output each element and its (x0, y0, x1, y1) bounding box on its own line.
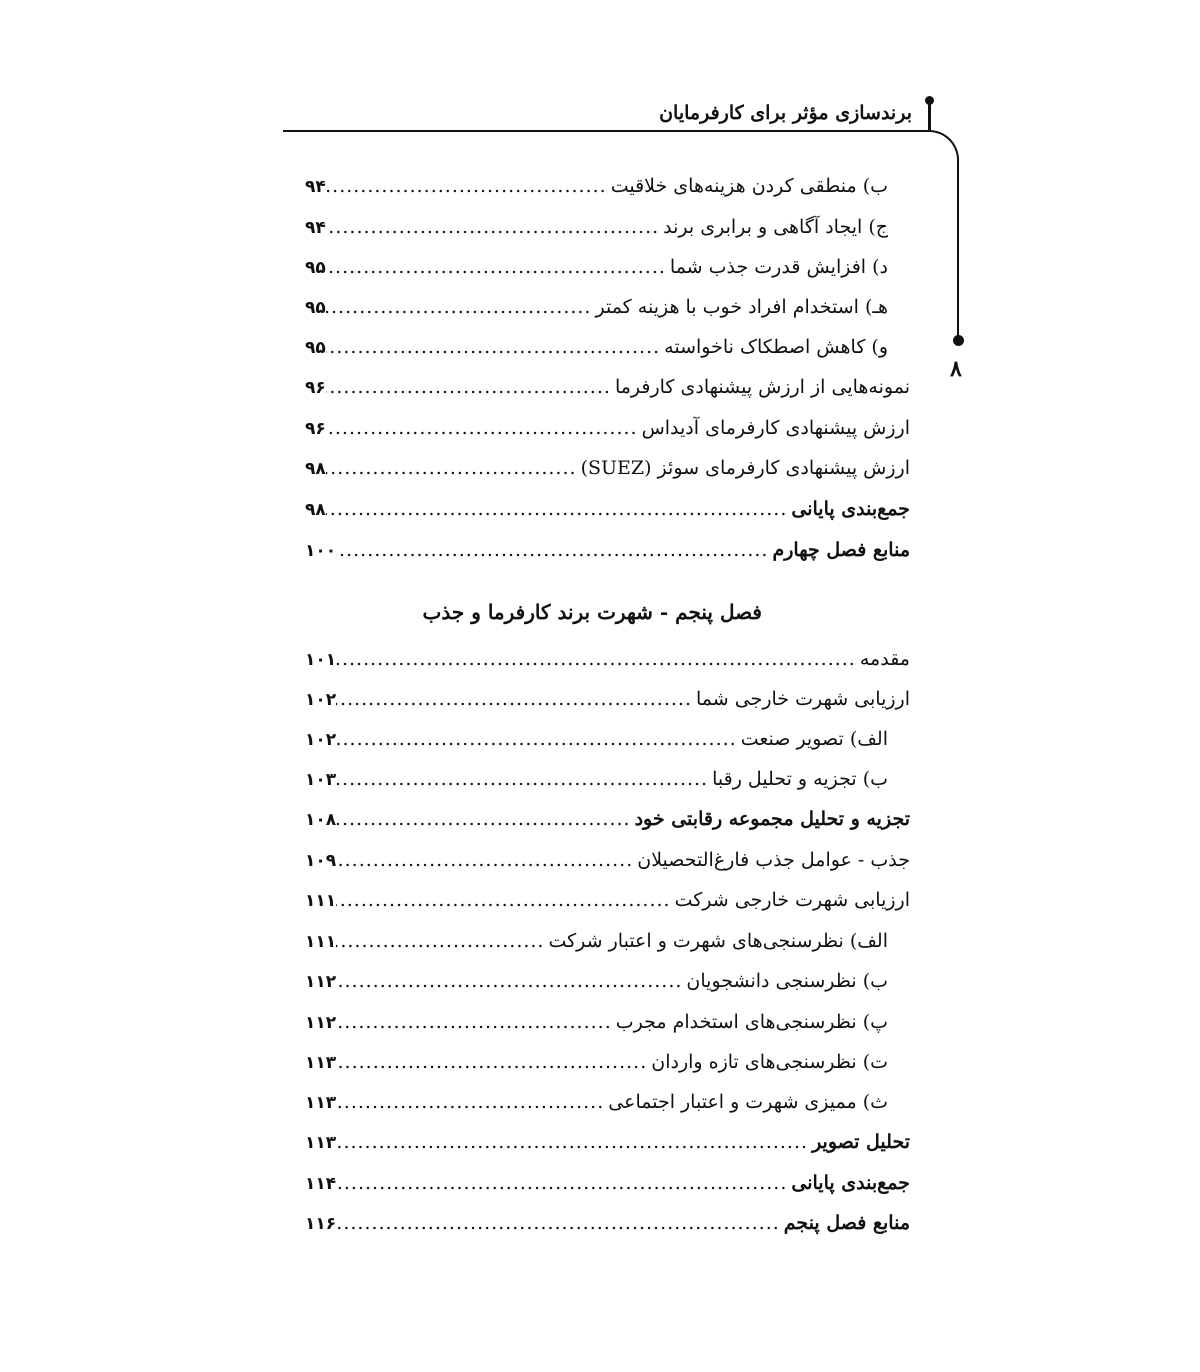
toc-dot-leader (326, 290, 596, 324)
toc-entry (305, 682, 910, 716)
toc-entry-title: ارزیابی شهرت خارجی شرکت (674, 889, 910, 911)
toc-entry-title: هـ) استخدام افراد خوب با هزینه کمتر (595, 296, 888, 318)
toc-entry-page: ۹۴ (305, 177, 326, 197)
toc-entry-page: ۱۰۲ (305, 730, 337, 750)
toc-entry-page: ۱۱۳ (305, 1133, 337, 1153)
toc-dot-leader (336, 924, 548, 958)
toc-entry-title: مقدمه (859, 648, 910, 670)
running-title: برندسازی مؤثر برای کارفرمایان (659, 102, 912, 124)
toc-entry-title: منابع فصل پنجم (783, 1212, 910, 1234)
toc-entry-title: ارزش پیشنهادی کارفرمای سوئز (SUEZ) (580, 457, 910, 479)
toc-entry-page: ۱۰۲ (305, 690, 337, 710)
toc-dot-leader (336, 722, 741, 756)
toc-entry-title: ت) نظرسنجی‌های تازه واردان (651, 1051, 888, 1073)
toc-dot-leader (336, 802, 634, 836)
toc-entry-title: منابع فصل چهارم (772, 539, 910, 561)
toc-entry (305, 1045, 910, 1079)
toc-dot-leader (326, 370, 615, 404)
toc-entry (305, 1085, 910, 1119)
toc-dot-leader (336, 883, 674, 917)
side-bracket-dot (953, 335, 964, 346)
toc-entry (305, 210, 910, 244)
toc-entry-page: ۱۰۳ (305, 770, 337, 790)
toc-entry-page: ۱۱۱ (305, 891, 337, 911)
toc-dot-leader (336, 642, 860, 676)
toc-entry-page: ۹۸ (305, 500, 326, 520)
toc-entry-title: پ) نظرسنجی‌های استخدام مجرب (615, 1011, 888, 1033)
toc-entry-title: ج) ایجاد آگاهی و برابری برند (663, 216, 888, 238)
toc-entry-page: ۹۵ (305, 258, 326, 278)
toc-dot-leader (326, 492, 792, 526)
toc-entry-page: ۱۱۴ (305, 1174, 337, 1194)
toc-entry-page: ۱۱۳ (305, 1053, 337, 1073)
toc-entry-title: ب) نظرسنجی دانشجویان (686, 970, 888, 992)
toc-entry (305, 1166, 910, 1200)
toc-dot-leader (326, 330, 664, 364)
toc-entry-title: الف) تصویر صنعت (740, 728, 888, 750)
toc-entry (305, 1005, 910, 1039)
header-rule (283, 130, 931, 132)
toc-entry (305, 451, 910, 485)
toc-entry (305, 169, 910, 203)
toc-entry (305, 642, 910, 676)
toc-dot-leader (336, 1085, 608, 1119)
toc-entry-title: و) کاهش اصطکاک ناخواسته (664, 336, 888, 358)
toc-entry (305, 290, 910, 324)
toc-entry (305, 964, 910, 998)
toc-entry-title: جمع‌بندی پایانی (791, 1172, 910, 1194)
toc-entry-page: ۹۶ (305, 419, 326, 439)
toc-entry-title: ب) منطقی کردن هزینه‌های خلاقیت (610, 175, 888, 197)
toc-entry-page: ۱۱۳ (305, 1093, 337, 1113)
toc-entry (305, 883, 910, 917)
toc-dot-leader (336, 1206, 784, 1240)
toc-entry-title: ارزش پیشنهادی کارفرمای آدیداس (641, 417, 910, 439)
toc-entry (305, 533, 910, 567)
page-number: ۸ (950, 356, 962, 382)
toc-entry (305, 1125, 910, 1159)
toc-entry (305, 370, 910, 404)
toc-entry-page: ۱۱۲ (305, 972, 337, 992)
toc-dot-leader (336, 762, 712, 796)
toc-entry-page: ۱۱۶ (305, 1214, 337, 1234)
toc-entry-page: ۱۰۱ (305, 650, 337, 670)
toc-dot-leader (336, 682, 696, 716)
toc-entry-page: ۹۴ (305, 218, 326, 238)
toc-dot-leader (336, 1045, 651, 1079)
toc-entry (305, 250, 910, 284)
toc-entry-title: تجزیه و تحلیل مجموعه رقابتی خود (634, 808, 910, 830)
toc-entry (305, 802, 910, 836)
toc-entry-page: ۹۵ (305, 298, 326, 318)
toc-dot-leader (326, 210, 663, 244)
toc-dot-leader (336, 843, 637, 877)
toc-dot-leader (336, 1005, 616, 1039)
toc-entry (305, 492, 910, 526)
toc-dot-leader (326, 250, 670, 284)
toc-entry-title: الف) نظرسنجی‌های شهرت و اعتبار شرکت (548, 930, 888, 952)
toc-entry (305, 762, 910, 796)
toc-entry-title: د) افزایش قدرت جذب شما (669, 256, 888, 278)
toc-dot-leader (336, 1166, 791, 1200)
toc-entry-page: ۹۸ (305, 459, 326, 479)
toc-dot-leader (336, 1125, 812, 1159)
chapter-heading: فصل پنجم - شهرت برند کارفرما و جذب (422, 600, 762, 624)
toc-entry-title: ث) ممیزی شهرت و اعتبار اجتماعی (608, 1091, 888, 1113)
header-ornament-tick (928, 100, 931, 131)
toc-entry-page: ۱۰۸ (305, 810, 337, 830)
toc-entry-page: ۹۶ (305, 378, 326, 398)
toc-entry-title: نمونه‌هایی از ارزش پیشنهادی کارفرما (614, 376, 910, 398)
toc-entry (305, 1206, 910, 1240)
toc-entry-title: ارزیابی شهرت خارجی شما (696, 688, 910, 710)
side-bracket (925, 130, 959, 340)
toc-entry (305, 722, 910, 756)
toc-entry-title: تحلیل تصویر (812, 1131, 910, 1153)
toc-entry-page: ۹۵ (305, 338, 326, 358)
toc-dot-leader (326, 169, 611, 203)
toc-entry-title: جمع‌بندی پایانی (791, 498, 910, 520)
toc-entry-page: ۱۱۱ (305, 932, 337, 952)
toc-entry (305, 924, 910, 958)
toc-dot-leader (326, 451, 581, 485)
toc-entry-page: ۱۰۹ (305, 851, 337, 871)
toc-dot-leader (326, 411, 642, 445)
toc-entry-page: ۱۱۲ (305, 1013, 337, 1033)
toc-entry (305, 330, 910, 364)
toc-dot-leader (336, 964, 686, 998)
toc-entry (305, 843, 910, 877)
toc-entry-title: جذب - عوامل جذب فارغ‌التحصیلان (637, 849, 910, 871)
toc-entry (305, 411, 910, 445)
toc-dot-leader (336, 533, 772, 567)
toc-entry-title: ب) تجزیه و تحلیل رقبا (712, 768, 888, 790)
toc-entry-page: ۱۰۰ (305, 541, 337, 561)
